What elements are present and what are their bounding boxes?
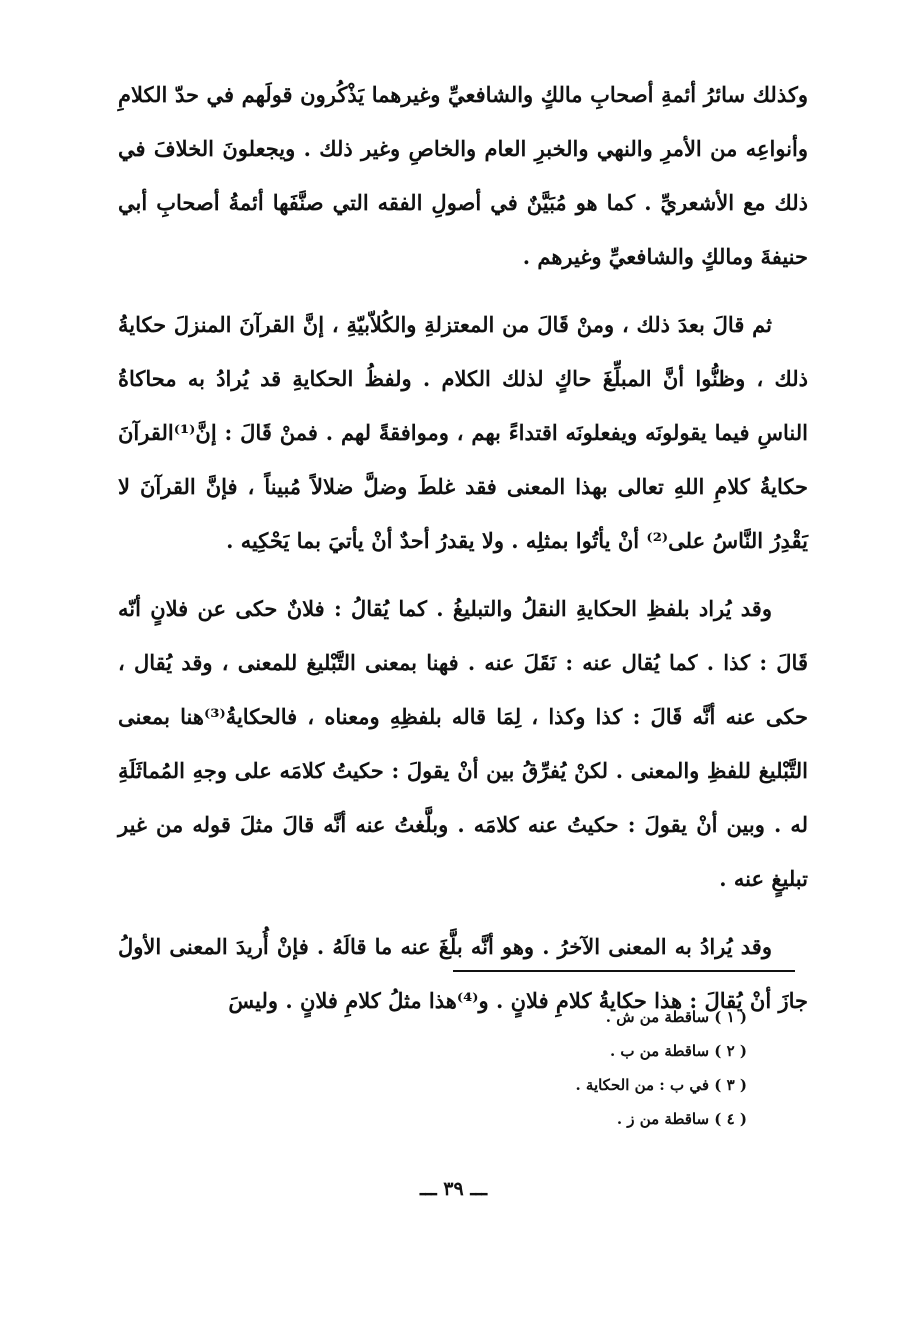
footnote-3: ( ٣ ) في ب : من الحكاية . [575, 1076, 747, 1094]
paragraph-gap [118, 284, 808, 298]
paragraph-3: وقد يُراد بلفظِ الحكايةِ النقلُ والتبليغُ . كما يُقالُ : فلانٌ حكى عن فلانٍ أنّه قَالَ : كذا . كما يُقال عنه : نَقَلَ عنه . فهنا بمعنى التَّبْليغ للمعنى ، وقد يُقال ، حكى عنه أنَّه قَالَ : كذا وكذا ، لِمَا قاله بلفظِهِ ومعناه ، فالحكايةُ⁽³⁾هنا بمعنى التَّبْليغ للفظِ والمعنى . لكنْ يُفرِّقُ بين أنْ يقولَ : حكيتُ كلامَه على وجهِ المُماثَلَةِ له . وبين أنْ يقولَ : حكيتُ عنه كلامَه . وبلَّغتُ عنه أنَّه قالَ مثلَ قوله من غير تبليغٍ عنه . [118, 596, 808, 891]
footnotes [575, 1000, 747, 1136]
page-body [118, 68, 808, 1028]
paragraph-4: وقد يُرادُ به المعنى الآخرُ . وهو أنَّه بلَّغَ عنه ما قالَهُ . فإنْ أُريدَ المعنى الأولُ جازَ أنْ يُقالَ : هذا حكايةُ كلامِ فلانٍ . و⁽⁴⁾هذا مثلُ كلامِ فلانٍ . وليسَ [118, 934, 808, 1013]
page-number: ـــ ٣٩ ـــ [419, 1178, 488, 1200]
paragraph-2: ثم قالَ بعدَ ذلك ، ومنْ قَالَ من المعتزلةِ والكُلاّبيّةِ ، إنَّ القرآنَ المنزلَ حكايةُ ذلك ، وظنُّوا أنَّ المبلِّغَ حاكٍ لذلك الكلام . ولفظُ الحكايةِ قد يُرادُ به محاكاةُ الناسِ فيما يقولونَه ويفعلونَه اقتداءً بهم ، وموافقةً لهم . فمنْ قَالَ : إنَّ⁽¹⁾القرآنَ حكايةُ كلامِ اللهِ تعالى بهذا المعنى فقد غلطَ وضلَّ ضلالاً مُبيناً ، فإنَّ القرآنَ لا يَقْدِرُ النَّاسُ على⁽²⁾ أنْ يأتُوا بمثلِه . ولا يقدرُ أحدٌ أنْ يأتيَ بما يَحْكِيه . [118, 312, 808, 553]
paragraph-gap [118, 568, 808, 582]
paragraph-gap [118, 906, 808, 920]
footnote-2: ( ٢ ) ساقطة من ب . [609, 1042, 747, 1060]
footnote-4: ( ٤ ) ساقطة من ز . [616, 1110, 747, 1128]
footnote-1: ( ١ ) ساقطة من ش . [605, 1008, 747, 1026]
footnote-divider [453, 970, 795, 972]
paragraph-1: وكذلك سائرُ أئمةِ أصحابِ مالكٍ والشافعيِّ وغيرهما يَذْكُرون قولَهم في حدّ الكلامِ وأنواعِه من الأمرِ والنهي والخبرِ العام والخاصِ وغير ذلك . ويجعلونَ الخلافَ في ذلك مع الأشعريِّ . كما هو مُبَيَّنٌ في أصولِ الفقه التي صنَّفَها أئمةُ أصحابِ أبي حنيفةَ ومالكٍ والشافعيِّ وغيرهم . [118, 82, 808, 269]
